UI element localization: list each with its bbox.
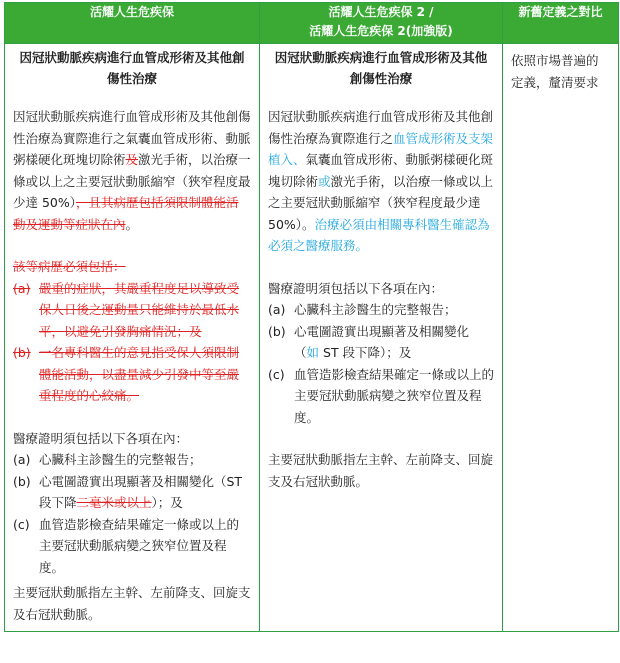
comparison-cell [503,44,619,632]
old-p1-strike-1: 及 [125,152,139,167]
old-removed-item-b [13,342,251,407]
new-p1-text-a: 因冠狀動脈疾病進行血管成形術及其他創傷性治療為實際進行之 [268,109,494,146]
new-footer-note: 主要冠狀動脈指左主幹、左前降支、回旋支及右冠狀動脈。 [268,452,494,489]
new-proof-a-marker: (a) [268,302,286,317]
old-proof-b-part2: ）；及 [151,495,183,510]
old-definition-body [5,85,259,631]
old-removed-lead: 該等病歷必須包括： [13,259,126,274]
new-proof-lead: 醫療證明須包括以下各項在內： [268,280,444,296]
new-p1-added-1: 血管成形術及支架植入、 [268,130,494,167]
comparison-table [4,2,619,632]
old-removed-a-marker: (a) [13,280,31,296]
new-paragraph-1 [268,106,494,257]
new-definition-cell [260,44,503,632]
header-old-plan-label: 活耀人生危疾保 [89,5,174,19]
old-proof-b-strike: 二毫米或以上 [76,495,152,510]
new-proof-b-added: 如 [306,345,320,360]
comparison-note: 依照市場普遍的定義，釐清要求 [511,53,599,90]
new-proof-c-marker: (c) [268,366,285,382]
header-old-plan [5,3,260,44]
old-definition-title [5,44,259,85]
new-p1-text-d: 。 [302,216,315,232]
old-p1-end: 。 [125,216,139,232]
new-proof-a-text: 心臟科主診醫生的完整報告； [294,302,457,317]
header-new-plan [260,3,503,44]
header-comparison [503,3,619,44]
old-proof-item-c [13,514,251,579]
old-p1-text-b: 激光手術，以治療一條或以上之主要冠狀動脈縮窄（狹窄程度最少達 50%） [13,152,251,210]
old-removed-b-marker: (b) [13,345,31,360]
old-removed-a-text: 嚴重的症狀，其嚴重程度足以導致受保人日後之運動量只能維持於最低水平，以避免引發胸痛情況；及 [39,280,240,339]
new-p1-added-2: 或 [318,173,331,189]
old-proof-c-marker: (c) [13,516,30,532]
old-removed-b-text: 一名專科醫生的意見指受保人須限制體能活動，以盡量減少引發中等至嚴重程度的心絞痛。 [39,345,240,403]
header-comparison-label: 新舊定義之對比 [518,5,603,19]
old-removed-item-a [13,278,251,343]
old-proof-lead: 醫療證明須包括以下各項在內： [13,430,189,446]
old-definition-cell [5,44,260,632]
old-title-line2: 傷性治療 [106,71,157,86]
new-p1-text-b: 氣囊血管成形術、動脈粥樣硬化斑塊切除術 [268,152,494,189]
new-proof-b-marker: (b) [268,323,286,339]
old-paragraph-1 [13,106,251,235]
old-p1-text-a: 因冠狀動脈疾病進行血管成形術及其他創傷性治療為實際進行之氣囊血管成形術、動脈粥樣硬化斑塊切除術 [13,109,251,167]
new-definition-title [260,44,502,85]
new-proof-item-c [268,364,494,429]
new-p1-text-c: 激光手術，以治療一條或以上之主要冠狀動脈縮窄（狹窄程度最少達 50%） [268,173,494,232]
old-proof-a-marker: (a) [13,452,31,467]
old-proof-item-a [13,449,251,471]
old-proof-a-text: 心臟科主診醫生的完整報告； [39,452,202,467]
new-p1-added-3: 治療必須由相關專科醫生確認為必須之醫療服務。 [268,216,490,253]
old-proof-b-text [39,471,251,514]
old-footer-note: 主要冠狀動脈指左主幹、左前降支、回旋支及右冠狀動脈。 [13,585,251,622]
new-proof-b-part2: ST 段下降）；及 [319,345,412,360]
header-new-plan-line2: 活耀人生危疾保 2(加強版) [309,24,453,38]
new-proof-c-text: 血管造影檢查結果確定一條或以上的主要冠狀動脈病變之狹窄位置及程度。 [294,366,495,425]
header-new-plan-line1: 活耀人生危疾保 2 / [328,5,434,19]
new-proof-item-a [268,299,494,321]
old-proof-b-marker: (b) [13,473,31,489]
old-proof-item-b [13,471,251,514]
content-row [5,44,619,632]
old-p1-strike-2: ，且其病歷包括須限制體能活動及運動等症狀在內 [13,195,239,232]
old-proof-b-part1: 心電圖證實出現顯著及相關變化（ST 段下降 [39,473,243,510]
old-title-line1: 因冠狀動脈疾病進行血管成形術及其他創 [19,50,245,65]
header-row [5,3,619,44]
new-title-line1: 因冠狀動脈疾病進行血管成形術及其他 [274,50,488,65]
new-title-line2: 創傷性治療 [349,71,413,86]
new-definition-body [260,85,502,498]
old-proof-c-text: 血管造影檢查結果確定一條或以上的主要冠狀動脈病變之狹窄位置及程度。 [39,516,240,575]
new-proof-item-b [268,321,494,364]
new-proof-b-part1: 心電圖證實出現顯著及相關變化（ [294,323,470,360]
new-proof-b-text [294,321,494,364]
